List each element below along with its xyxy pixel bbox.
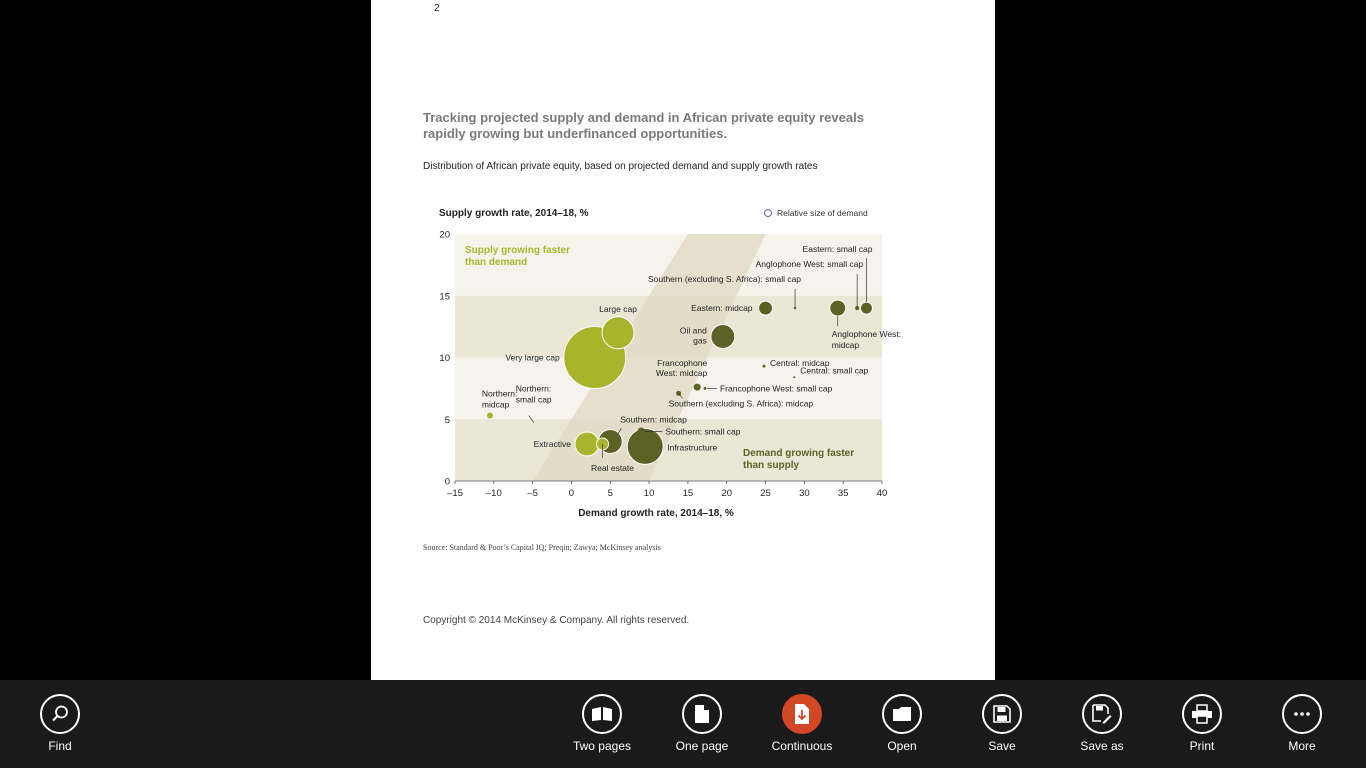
data-label-infrastructure: Infrastructure <box>667 442 718 453</box>
data-label-francophone-west-midcap-1: West: midcap <box>655 368 708 379</box>
find-label: Find <box>48 739 72 753</box>
data-label-northern-midcap-1: midcap <box>481 399 510 410</box>
y-tick-label-0: 0 <box>444 476 450 488</box>
one-page-icon <box>682 694 722 734</box>
page-title: Tracking projected supply and demand in African private equity reveals rapidly growing but underfinanced opportunities. <box>423 110 864 141</box>
data-label-real-estate: Real estate <box>591 462 635 473</box>
continuous-icon <box>782 694 822 734</box>
ellipsis-icon <box>1282 694 1322 734</box>
bubble-northern-midcap <box>487 413 493 419</box>
continuous-button[interactable] <box>752 680 852 768</box>
y-axis-title: Supply growth rate, 2014–18, % <box>439 208 589 219</box>
continuous-label: Continuous <box>771 739 833 753</box>
data-label-southern-excluding-s-africa-small-cap: Southern (excluding S. Africa): small cap <box>647 274 802 285</box>
more-button[interactable] <box>1252 680 1352 768</box>
one-page-label: One page <box>675 739 729 753</box>
bubble-francophone-west-small-cap <box>703 387 706 390</box>
x-tick-label-6: 15 <box>682 488 694 499</box>
open-button[interactable] <box>852 680 952 768</box>
bubble-extractive <box>575 432 599 456</box>
x-tick-label-2: –5 <box>527 488 538 499</box>
y-tick-label-4: 20 <box>439 229 450 241</box>
copyright-note: Copyright © 2014 McKinsey & Company. All rights reserved. <box>423 615 690 626</box>
region-label-supply-line-2: than demand <box>465 257 528 268</box>
search-icon <box>40 694 80 734</box>
save-as-button[interactable] <box>1052 680 1152 768</box>
legend-label: Relative size of demand <box>777 208 868 218</box>
y-tick-label-1: 5 <box>444 414 450 426</box>
data-label-anglophone-west-midcap-0: Anglophone West: <box>831 329 902 340</box>
document-page <box>371 0 995 680</box>
legend-circle-icon <box>765 210 772 217</box>
region-label-supply-line-1: Supply growing faster <box>465 245 571 256</box>
print-label: Print <box>1189 739 1215 753</box>
two-pages-label: Two pages <box>572 739 632 753</box>
x-tick-label-4: 5 <box>607 488 613 499</box>
two-pages-button[interactable] <box>552 680 652 768</box>
x-tick-label-1: –10 <box>485 488 502 499</box>
data-label-francophone-west-small-cap: Francophone West: small cap <box>719 383 833 394</box>
data-label-large-cap: Large cap <box>599 303 637 314</box>
x-tick-label-0: –15 <box>447 488 463 499</box>
bubble-infrastructure <box>627 428 663 464</box>
save-label: Save <box>988 739 1016 753</box>
data-label-central-small-cap: Central: small cap <box>800 365 869 376</box>
data-label-northern-small-cap-1: small cap <box>515 394 552 405</box>
bubble-southern-small-cap <box>637 428 645 436</box>
data-label-oil-and-gas-0: Oil and <box>679 325 707 336</box>
save-as-label: Save as <box>1080 739 1124 753</box>
x-tick-label-10: 35 <box>837 488 849 499</box>
x-tick-label-8: 25 <box>760 488 771 499</box>
y-tick-label-2: 10 <box>439 353 450 364</box>
data-label-southern-small-cap: Southern: small cap <box>665 426 741 437</box>
region-label-demand-line-1: Demand growing faster <box>743 448 855 459</box>
data-label-very-large-cap: Very large cap <box>505 352 560 363</box>
more-label: More <box>1288 739 1316 753</box>
data-label-central-midcap: Central: midcap <box>769 358 830 369</box>
two-pages-icon <box>582 694 622 734</box>
app-bar <box>0 680 1366 768</box>
bubble-oil-and-gas <box>711 325 735 349</box>
x-tick-label-7: 20 <box>721 488 733 499</box>
data-label-eastern-midcap: Eastern: midcap <box>691 303 753 314</box>
bubble-eastern-small-cap <box>860 302 872 314</box>
region-label-demand-line-2: than supply <box>743 460 800 471</box>
data-label-anglophone-west-small-cap: Anglophone West: small cap <box>755 259 864 270</box>
bubble-central-small-cap <box>793 376 795 378</box>
save-button[interactable] <box>952 680 1052 768</box>
bubble-eastern-midcap <box>759 301 773 315</box>
data-label-eastern-small-cap: Eastern: small cap <box>802 244 873 255</box>
data-label-anglophone-west-midcap-1: midcap <box>831 340 860 351</box>
data-label-southern-excluding-s-africa-midcap: Southern (excluding S. Africa): midcap <box>668 398 814 409</box>
printer-icon <box>1182 694 1222 734</box>
x-tick-label-3: 0 <box>568 488 575 499</box>
bubble-chart <box>371 195 995 530</box>
data-label-extractive: Extractive <box>533 438 571 449</box>
page-subtitle: Distribution of African private equity, based on projected demand and supply growth rates <box>423 161 818 172</box>
data-label-northern-midcap-0: Northern: <box>481 388 518 399</box>
data-label-oil-and-gas-1: gas <box>693 335 707 346</box>
y-tick-label-3: 15 <box>439 291 450 303</box>
find-button[interactable] <box>10 680 110 768</box>
data-label-southern-midcap: Southern: midcap <box>620 414 687 425</box>
bubble-francophone-west-midcap <box>694 384 701 391</box>
save-icon <box>982 694 1022 734</box>
x-tick-label-9: 30 <box>799 488 810 499</box>
save-as-icon <box>1082 694 1122 734</box>
bubble-anglophone-west-midcap <box>830 300 846 316</box>
source-note: Source: Standard & Poor’s Capital IQ; Preqin; Zawya; McKinsey analysis <box>423 543 661 552</box>
bubble-central-midcap <box>762 365 765 368</box>
x-axis-title: Demand growth rate, 2014–18, % <box>578 508 734 519</box>
x-tick-label-11: 40 <box>876 488 888 499</box>
open-label: Open <box>887 739 917 753</box>
x-tick-label-5: 10 <box>643 488 655 499</box>
data-label-northern-small-cap-0: Northern: <box>515 383 552 394</box>
data-label-francophone-west-midcap-0: Francophone <box>657 358 708 369</box>
page-number: 2 <box>434 3 440 14</box>
folder-icon <box>882 694 922 734</box>
bubble-large-cap <box>602 317 634 349</box>
one-page-button[interactable] <box>652 680 752 768</box>
print-button[interactable] <box>1152 680 1252 768</box>
